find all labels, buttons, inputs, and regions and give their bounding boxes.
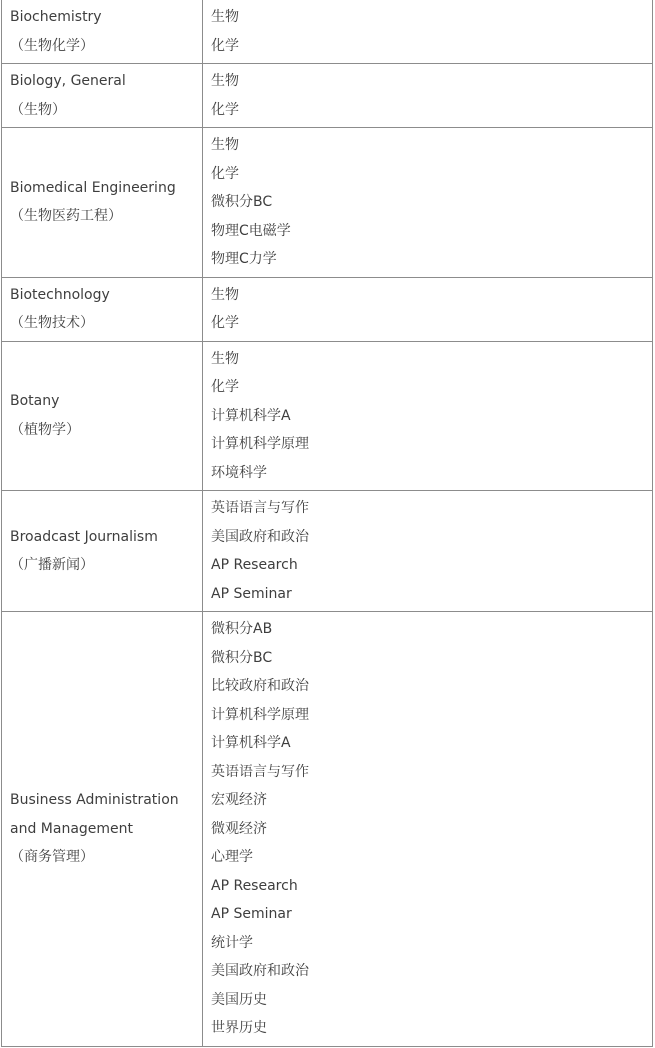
course-list-cell (203, 491, 653, 612)
course-item: 微积分BC (211, 649, 273, 666)
course-item: 微积分BC (211, 194, 273, 210)
table-row (2, 0, 653, 64)
course-item: 微观经济 (211, 820, 267, 837)
course-item: 计算机科学原理 (211, 706, 309, 723)
course-list-cell (203, 64, 653, 128)
major-name: Business Administration and Management (10, 792, 179, 837)
course-item: 计算机科学A (211, 407, 291, 424)
major-cell (2, 277, 203, 341)
table-row (2, 491, 653, 612)
course-item: 生物 (211, 9, 239, 25)
major-name: Biomedical Engineering (10, 179, 176, 196)
course-item: 比较政府和政治 (211, 678, 309, 694)
course-item: 化学 (211, 37, 239, 54)
major-cell (2, 0, 203, 64)
course-list-cell (203, 612, 653, 1047)
course-item: AP Seminar (211, 906, 292, 922)
course-item: 物理C力学 (211, 251, 277, 267)
major-name: Biology, General (10, 73, 126, 89)
major-cell (2, 64, 203, 128)
table-row (2, 341, 653, 491)
table-row (2, 128, 653, 278)
table-row (2, 277, 653, 341)
table-row (2, 612, 653, 1047)
major-name-chinese: （生物医药工程） (10, 208, 122, 225)
major-name-chinese: （植物学） (10, 421, 80, 438)
major-name: Biotechnology (10, 286, 110, 303)
major-name: Biochemistry (10, 9, 102, 25)
course-item: 美国历史 (211, 991, 267, 1008)
course-item: AP Research (211, 877, 298, 894)
course-item: AP Seminar (211, 585, 292, 602)
major-name-chinese: （商务管理） (10, 849, 94, 865)
major-cell (2, 341, 203, 491)
course-list-cell (203, 0, 653, 64)
course-list-cell (203, 341, 653, 491)
course-item: 生物 (211, 350, 239, 367)
course-item: 化学 (211, 379, 239, 395)
course-item: 环境科学 (211, 464, 267, 481)
course-item: 生物 (211, 73, 239, 89)
course-item: 微积分AB (211, 621, 273, 637)
major-name-chinese: （生物） (10, 101, 66, 118)
course-item: 宏观经济 (211, 792, 267, 808)
major-cell (2, 612, 203, 1047)
major-course-table (1, 0, 653, 1047)
course-item: 世界历史 (211, 1020, 267, 1036)
table-body (2, 0, 653, 1046)
course-item: AP Research (211, 557, 298, 573)
course-item: 英语语言与写作 (211, 500, 309, 516)
course-list-cell (203, 277, 653, 341)
course-item: 美国政府和政治 (211, 963, 309, 979)
course-item: 心理学 (211, 849, 253, 865)
course-item: 化学 (211, 165, 239, 182)
major-cell (2, 128, 203, 278)
major-cell (2, 491, 203, 612)
course-item: 生物 (211, 286, 239, 303)
course-item: 美国政府和政治 (211, 528, 309, 545)
course-item: 生物 (211, 137, 239, 153)
major-name-chinese: （生物技术） (10, 315, 94, 331)
major-name: Broadcast Journalism (10, 528, 158, 545)
table-row (2, 64, 653, 128)
major-name: Botany (10, 393, 60, 410)
course-item: 物理C电磁学 (211, 222, 291, 239)
course-item: 化学 (211, 315, 239, 331)
course-item: 计算机科学A (211, 735, 291, 751)
major-name-chinese: （生物化学） (10, 37, 94, 54)
course-item: 英语语言与写作 (211, 763, 309, 780)
course-item: 统计学 (211, 934, 253, 951)
course-item: 计算机科学原理 (211, 436, 309, 452)
major-name-chinese: （广播新闻） (10, 557, 94, 573)
course-item: 化学 (211, 101, 239, 118)
course-list-cell (203, 128, 653, 278)
